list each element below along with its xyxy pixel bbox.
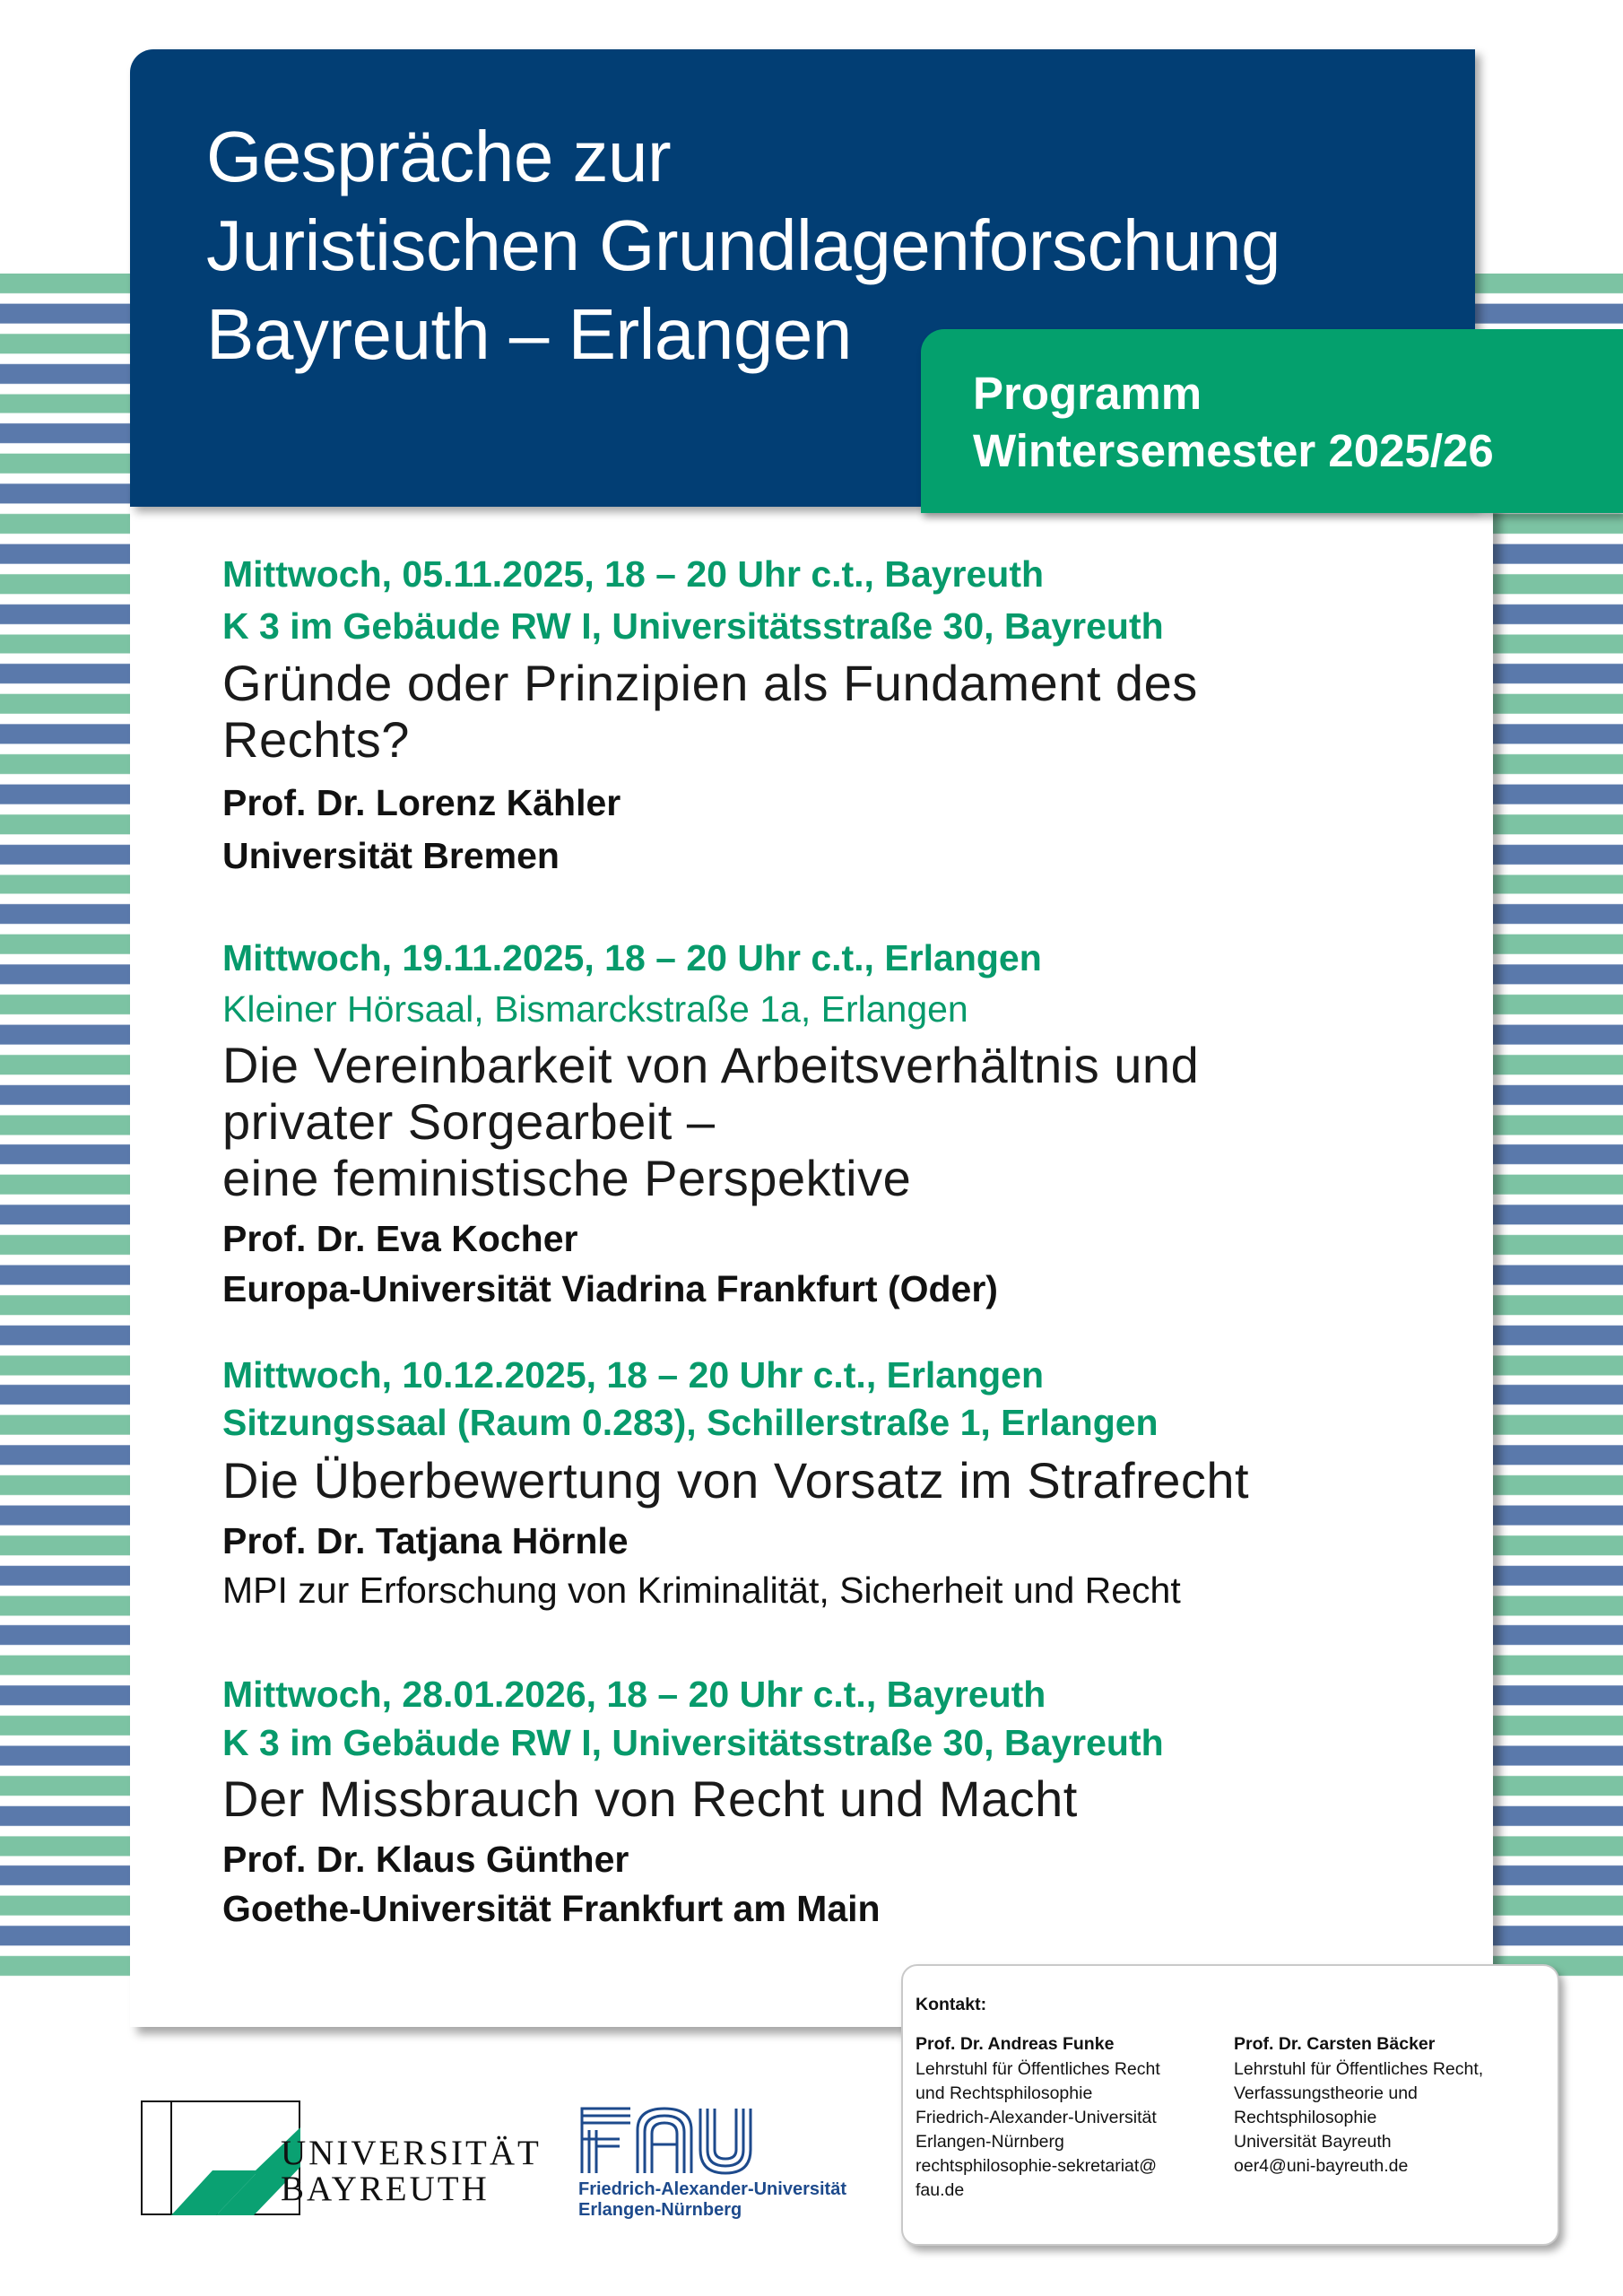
contact-left-email[interactable]: fau.de xyxy=(916,2180,965,2200)
event-date: Mittwoch, 05.11.2025, 18 – 20 Uhr c.t., Bayreuth xyxy=(222,553,1045,595)
contact-right-name: Prof. Dr. Carsten Bäcker xyxy=(1234,2034,1436,2054)
contact-left-line: Lehrstuhl für Öffentliches Recht xyxy=(916,2059,1160,2079)
contact-left-line: Friedrich-Alexander-Universität xyxy=(916,2108,1157,2127)
event-date: Mittwoch, 10.12.2025, 18 – 20 Uhr c.t., Erlangen xyxy=(222,1354,1045,1396)
event-location: K 3 im Gebäude RW I, Universitätsstraße 30, Bayreuth xyxy=(222,1722,1164,1763)
event-institution: Goethe-Universität Frankfurt am Main xyxy=(222,1888,881,1929)
event-title-line-1: Die Vereinbarkeit von Arbeitsverhältnis und xyxy=(222,1037,1200,1093)
event-institution: Europa-Universität Viadrina Frankfurt (Oder) xyxy=(222,1268,998,1309)
event-speaker: Prof. Dr. Tatjana Hörnle xyxy=(222,1520,629,1561)
title-line-2: Juristischen Grundlagenforschung xyxy=(206,205,1281,285)
event-title-line-1: Der Missbrauch von Recht und Macht xyxy=(222,1770,1078,1827)
contact-left-line: Erlangen-Nürnberg xyxy=(916,2132,1064,2152)
ub-logo-mark xyxy=(141,2100,302,2222)
fau-logo-icon xyxy=(578,2103,758,2175)
contact-right-line: Rechtsphilosophie xyxy=(1234,2108,1377,2127)
contact-left-email[interactable]: rechtsphilosophie-sekretariat@ xyxy=(916,2156,1158,2176)
event-location: K 3 im Gebäude RW I, Universitätsstraße 30, Bayreuth xyxy=(222,605,1164,647)
title-line-3: Bayreuth – Erlangen xyxy=(206,294,852,374)
event-location: Kleiner Hörsaal, Bismarckstraße 1a, Erlangen xyxy=(222,988,968,1030)
title-line-1: Gespräche zur xyxy=(206,117,672,196)
contact-left-line: und Rechtsphilosophie xyxy=(916,2083,1093,2103)
event-title-line-1: Gründe oder Prinzipien als Fundament des xyxy=(222,655,1198,711)
semester-label: Wintersemester 2025/26 xyxy=(973,425,1494,476)
fau-name-line-1: Friedrich-Alexander-Universität xyxy=(578,2179,846,2199)
event-speaker: Prof. Dr. Eva Kocher xyxy=(222,1218,578,1259)
contact-right-line: Lehrstuhl für Öffentliches Recht, xyxy=(1234,2059,1484,2079)
contact-heading: Kontakt: xyxy=(916,1995,987,2014)
program-badge xyxy=(921,329,1623,513)
event-speaker: Prof. Dr. Lorenz Kähler xyxy=(222,782,621,823)
ub-logo-icon xyxy=(141,2100,302,2217)
ub-name-line-2: BAYREUTH xyxy=(281,2170,490,2208)
contact-box xyxy=(901,1964,1559,2246)
event-title-line-1: Die Überbewertung von Vorsatz im Strafrecht xyxy=(222,1452,1250,1509)
event-title-line-3: eine feministische Perspektive xyxy=(222,1150,912,1206)
contact-right-line: Universität Bayreuth xyxy=(1234,2132,1392,2152)
event-title-line-2: privater Sorgearbeit – xyxy=(222,1093,716,1150)
ub-name-line-1: UNIVERSITÄT xyxy=(281,2134,542,2172)
event-speaker: Prof. Dr. Klaus Günther xyxy=(222,1839,629,1880)
contact-right-email[interactable]: oer4@uni-bayreuth.de xyxy=(1234,2156,1409,2176)
fau-name-line-2: Erlangen-Nürnberg xyxy=(578,2200,742,2220)
contact-right-line: Verfassungstheorie und xyxy=(1234,2083,1418,2103)
contact-left-name: Prof. Dr. Andreas Funke xyxy=(916,2034,1115,2054)
program-label: Programm xyxy=(973,368,1202,419)
event-date: Mittwoch, 19.11.2025, 18 – 20 Uhr c.t., Erlangen xyxy=(222,937,1042,978)
event-date: Mittwoch, 28.01.2026, 18 – 20 Uhr c.t., Bayreuth xyxy=(222,1674,1046,1715)
event-title-line-2: Rechts? xyxy=(222,711,410,768)
event-location: Sitzungssaal (Raum 0.283), Schillerstraße 1, Erlangen xyxy=(222,1402,1159,1443)
event-institution: MPI zur Erforschung von Kriminalität, Sicherheit und Recht xyxy=(222,1570,1181,1611)
event-institution: Universität Bremen xyxy=(222,835,560,876)
